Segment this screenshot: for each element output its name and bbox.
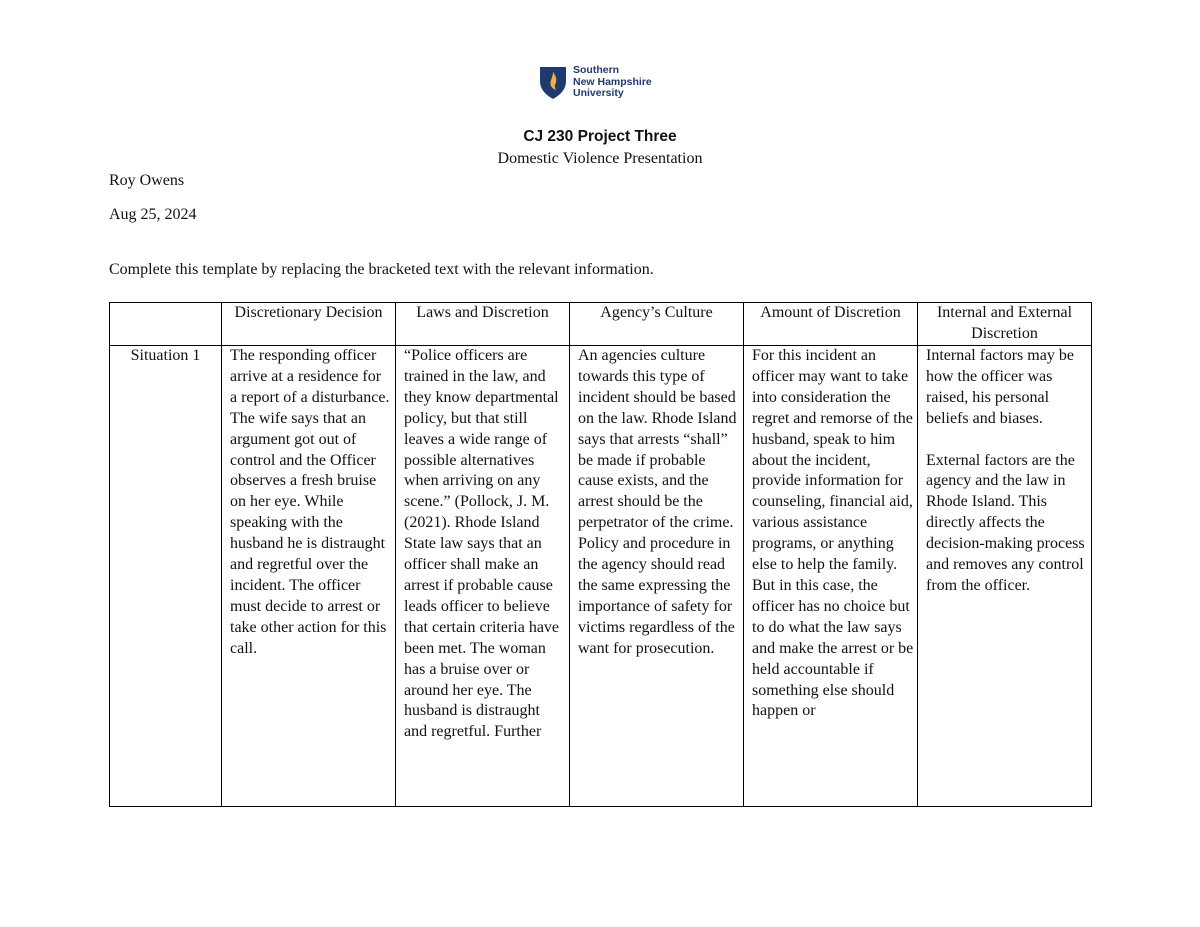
table-header-cell-empty — [110, 303, 222, 346]
table-header-cell: Laws and Discretion — [396, 303, 570, 346]
table-header-row — [110, 303, 1092, 346]
table-cell-culture: An agencies culture towards this type of incident should be based on the law. Rhode Island says that arrests “shall” be made if probable cause exists, and the arrest should be the perpetrator of the crime. Policy and procedure in the agency should read the same expressing the importance of safety for victims regardless of the want for prosecution. — [570, 346, 744, 807]
internal-factors-text: Internal factors may be how the officer was raised, his personal beliefs and biases. — [926, 347, 1074, 427]
discretion-table — [109, 302, 1092, 807]
external-factors-text: External factors are the agency and the law in Rhode Island. This directly affects the decision-making process and removes any control from the officer. — [926, 451, 1085, 594]
logo-line-2: New Hampshire — [573, 75, 652, 88]
table-row — [110, 346, 1092, 807]
table-cell-amount: For this incident an officer may want to take into consideration the regret and remorse of the husband, speak to him about the incident, provide information for counseling, financial aid, various assistance programs, or anything else to help the family. But in this case, the officer has no choice but to do what the law says and make the arrest or be held accountable if something else should happen or — [744, 346, 918, 807]
table-header-cell: Agency’s Culture — [570, 303, 744, 346]
document-date: Aug 25, 2024 — [109, 206, 197, 223]
shield-flame-icon — [539, 66, 567, 100]
table-cell-decision: The responding officer arrive at a residence for a report of a disturbance. The wife says that an argument got out of control and the Officer observes a fresh bruise on her eye. While speaking with the husband he is distraught and regretful over the incident. The officer must decide to arrest or take other action for this call. — [222, 346, 396, 807]
logo-line-3: University — [573, 87, 624, 99]
paragraph-gap — [926, 430, 1088, 451]
document-subtitle: Domestic Violence Presentation — [497, 150, 703, 167]
author-name: Roy Owens — [109, 172, 185, 189]
document-title: CJ 230 Project Three — [523, 128, 677, 145]
table-header-cell: Amount of Discretion — [744, 303, 918, 346]
university-logo — [539, 66, 652, 100]
row-label: Situation 1 — [110, 346, 222, 807]
table-cell-laws: “Police officers are trained in the law, and they know departmental policy, but that still leaves a wide range of possible alternatives when arriving on any scene.” (Pollock, J. M. (2021). Rhode Island State law says that an officer shall make an arrest if probable cause leads officer to believe that certain criteria have been met. The woman has a bruise over or around her eye. The husband is distraught and regretful. Further — [396, 346, 570, 807]
logo-wordmark — [573, 65, 652, 100]
table-header-cell: Internal and External Discretion — [918, 303, 1092, 346]
logo-line-1: Southern — [573, 64, 620, 76]
table-cell-internal-external — [918, 346, 1092, 807]
table-header-cell: Discretionary Decision — [222, 303, 396, 346]
instruction-text: Complete this template by replacing the bracketed text with the relevant information. — [109, 261, 654, 278]
